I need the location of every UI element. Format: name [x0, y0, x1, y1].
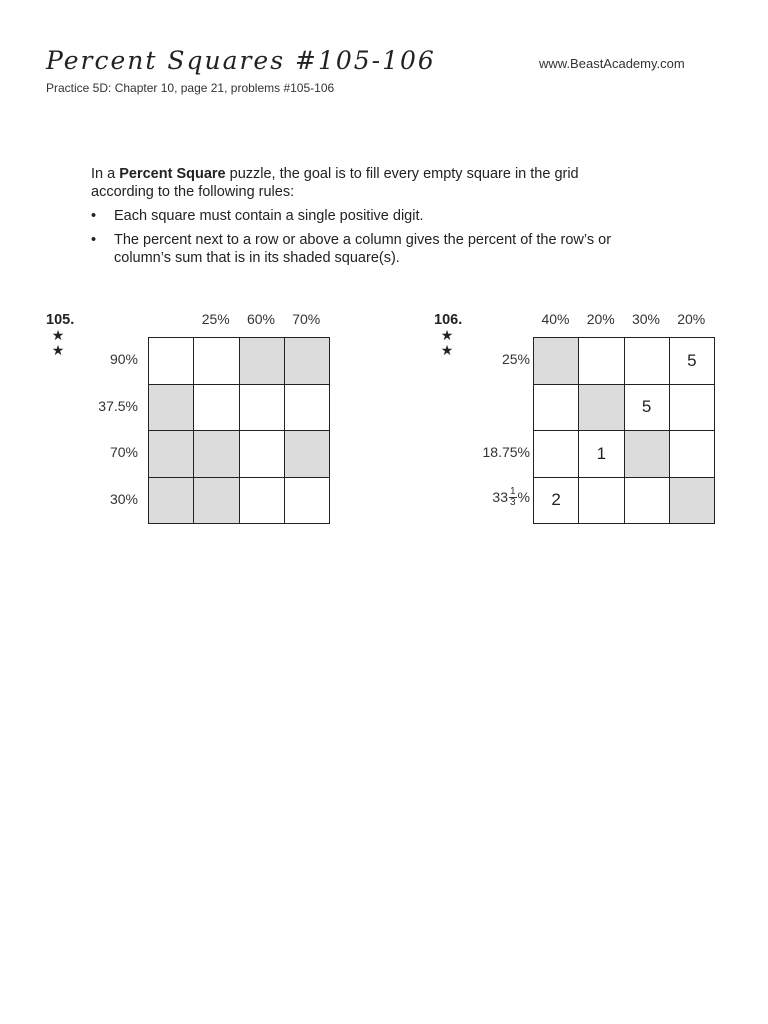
shaded-grid-cell[interactable] [148, 477, 194, 525]
rule-item [91, 207, 631, 225]
grid-cell[interactable] [578, 337, 624, 385]
shaded-grid-cell[interactable] [533, 337, 579, 385]
column-percent-label: 40% [541, 311, 570, 327]
column-percent-label: 30% [631, 311, 661, 327]
row-percent-label: 25% [501, 351, 530, 367]
grid-cell[interactable] [239, 384, 285, 432]
grid-cell[interactable]: 5 [624, 384, 670, 432]
bullet-icon: • [91, 208, 97, 224]
grid-cell[interactable] [284, 477, 330, 525]
star-icon: ★ [51, 342, 65, 358]
page-title: Percent Squares #105-106 [46, 46, 436, 75]
grid-cell[interactable]: 2 [533, 477, 579, 525]
intro-paragraph [91, 165, 631, 201]
difficulty-stars [51, 328, 65, 358]
column-percent-label: 20% [677, 311, 706, 327]
shaded-grid-cell[interactable] [148, 384, 194, 432]
problem-number: 106. [434, 312, 463, 328]
grid-cell[interactable]: 5 [669, 337, 715, 385]
shaded-grid-cell[interactable] [669, 477, 715, 525]
rules-list [91, 207, 631, 267]
grid-cell[interactable] [193, 337, 239, 385]
website-url: www.BeastAcademy.com [539, 56, 685, 71]
grid-cell[interactable] [624, 337, 670, 385]
shaded-grid-cell[interactable] [284, 430, 330, 478]
grid-cell[interactable] [533, 430, 579, 478]
grid-cell[interactable] [578, 477, 624, 525]
row-percent-label: 90% [109, 351, 138, 367]
shaded-grid-cell[interactable] [193, 430, 239, 478]
shaded-grid-cell[interactable] [284, 337, 330, 385]
column-percent-label: 20% [586, 311, 615, 327]
shaded-grid-cell[interactable] [239, 337, 285, 385]
grid-cell[interactable] [624, 477, 670, 525]
grid-cell[interactable] [284, 384, 330, 432]
intro-bold-term: Percent Square [119, 166, 226, 182]
rule-text: The percent next to a row or above a column gives the percent of the row’s or column’s sum that is in its shaded square(s). [114, 232, 612, 266]
shaded-grid-cell[interactable] [148, 430, 194, 478]
column-percent-label: 60% [246, 311, 276, 327]
row-percent-label: 33 $\frac{1}{3}$ % [492, 485, 530, 508]
grid-cell[interactable] [533, 384, 579, 432]
grid-cell[interactable] [239, 477, 285, 525]
row-percent-label: 70% [109, 444, 138, 460]
instructions [91, 165, 631, 273]
column-percent-label: 25% [201, 311, 230, 327]
problem-number: 105. [46, 312, 75, 328]
grid-cell[interactable] [193, 384, 239, 432]
star-icon: ★ [440, 327, 454, 343]
grid-cell[interactable] [669, 384, 715, 432]
row-percent-label: 30% [109, 490, 138, 507]
star-icon: ★ [51, 327, 65, 343]
rule-item [91, 231, 631, 267]
rule-text: Each square must contain a single positive digit. [114, 208, 424, 224]
row-percent-label: 18.75% [482, 444, 530, 460]
grid-cell[interactable] [148, 337, 194, 385]
page-subtitle: Practice 5D: Chapter 10, page 21, problems #105-106 [46, 81, 335, 95]
difficulty-stars [440, 328, 454, 358]
row-percent-label: 37.5% [98, 397, 138, 414]
bullet-icon: • [91, 232, 97, 248]
shaded-grid-cell[interactable] [624, 430, 670, 478]
grid-cell[interactable] [669, 430, 715, 478]
star-icon: ★ [440, 342, 454, 358]
shaded-grid-cell[interactable] [578, 384, 624, 432]
shaded-grid-cell[interactable] [193, 477, 239, 525]
intro-text-end: puzzle, the goal is to fill every empty square in the grid according to the following rules: [91, 166, 579, 200]
column-percent-label: 70% [292, 311, 321, 327]
grid-cell[interactable] [239, 430, 285, 478]
grid-cell[interactable]: 1 [578, 430, 624, 478]
intro-text-start: In a [91, 166, 120, 182]
